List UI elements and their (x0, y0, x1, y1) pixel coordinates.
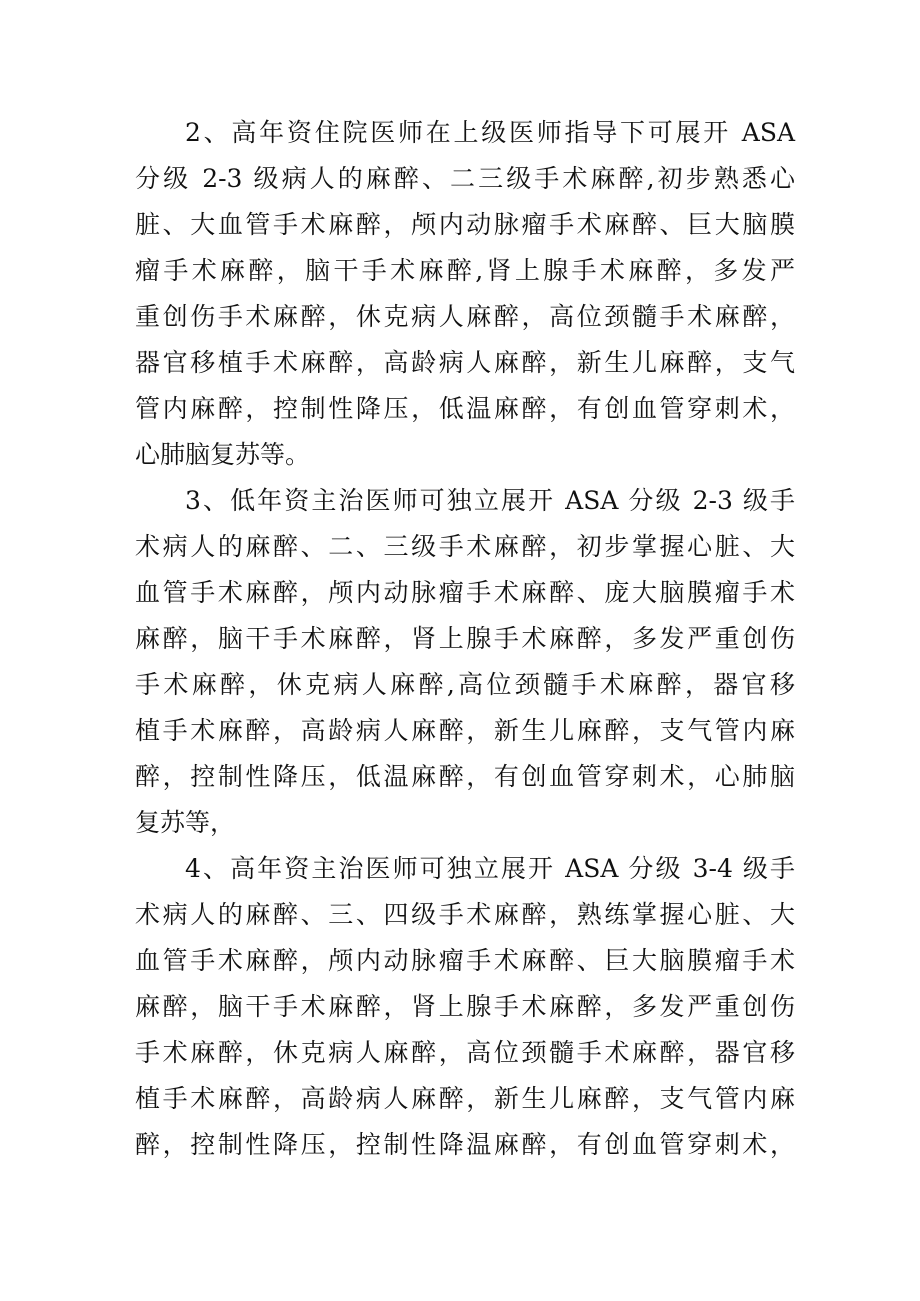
paragraph-line: 麻醉，脑干手术麻醉，肾上腺手术麻醉，多发严重创伤 (135, 624, 795, 653)
paragraph-line: 瘤手术麻醉，脑干手术麻醉,肾上腺手术麻醉，多发严 (135, 256, 795, 285)
paragraph-line: 手术麻醉，休克病人麻醉,高位颈髓手术麻醉，器官移 (135, 670, 795, 699)
paragraph-3 (135, 478, 795, 846)
paragraph-line: 器官移植手术麻醉，高龄病人麻醉，新生儿麻醉，支气 (135, 348, 795, 377)
paragraph-line: 植手术麻醉，高龄病人麻醉，新生儿麻醉，支气管内麻 (135, 1084, 795, 1113)
paragraph-line: 重创伤手术麻醉，休克病人麻醉，高位颈髓手术麻醉， (135, 302, 795, 331)
paragraph-line: 2、高年资住院医师在上级医师指导下可展开 ASA (185, 118, 795, 147)
paragraph-line: 术病人的麻醉、三、四级手术麻醉，熟练掌握心脏、大 (135, 900, 795, 929)
paragraph-line: 手术麻醉，休克病人麻醉，高位颈髓手术麻醉，器官移 (135, 1038, 795, 1067)
paragraph-line: 术病人的麻醉、二、三级手术麻醉，初步掌握心脏、大 (135, 532, 795, 561)
paragraph-line: 植手术麻醉，高龄病人麻醉，新生儿麻醉，支气管内麻 (135, 716, 795, 745)
paragraph-line: 管内麻醉，控制性降压，低温麻醉，有创血管穿刺术， (135, 394, 795, 423)
paragraph-line: 心肺脑复苏等。 (135, 440, 311, 469)
paragraph-line: 血管手术麻醉，颅内动脉瘤手术麻醉、巨大脑膜瘤手术 (135, 946, 795, 975)
paragraph-line: 醉，控制性降压，控制性降温麻醉，有创血管穿刺术， (135, 1130, 795, 1159)
paragraph-line: 3、低年资主治医师可独立展开 ASA 分级 2-3 级手 (185, 486, 795, 515)
document-body (135, 110, 795, 1168)
paragraph-line: 醉，控制性降压，低温麻醉，有创血管穿刺术，心肺脑 (135, 762, 795, 791)
paragraph-2 (135, 110, 795, 478)
paragraph-line: 分级 2-3 级病人的麻醉、二三级手术麻醉,初步熟悉心 (135, 164, 795, 193)
paragraph-line: 麻醉，脑干手术麻醉，肾上腺手术麻醉，多发严重创伤 (135, 992, 795, 1021)
paragraph-4 (135, 846, 795, 1168)
paragraph-line: 脏、大血管手术麻醉，颅内动脉瘤手术麻醉、巨大脑膜 (135, 210, 795, 239)
paragraph-line: 复苏等， (135, 808, 236, 837)
paragraph-line: 血管手术麻醉，颅内动脉瘤手术麻醉、庞大脑膜瘤手术 (135, 578, 795, 607)
paragraph-line: 4、高年资主治医师可独立展开 ASA 分级 3-4 级手 (185, 854, 795, 883)
